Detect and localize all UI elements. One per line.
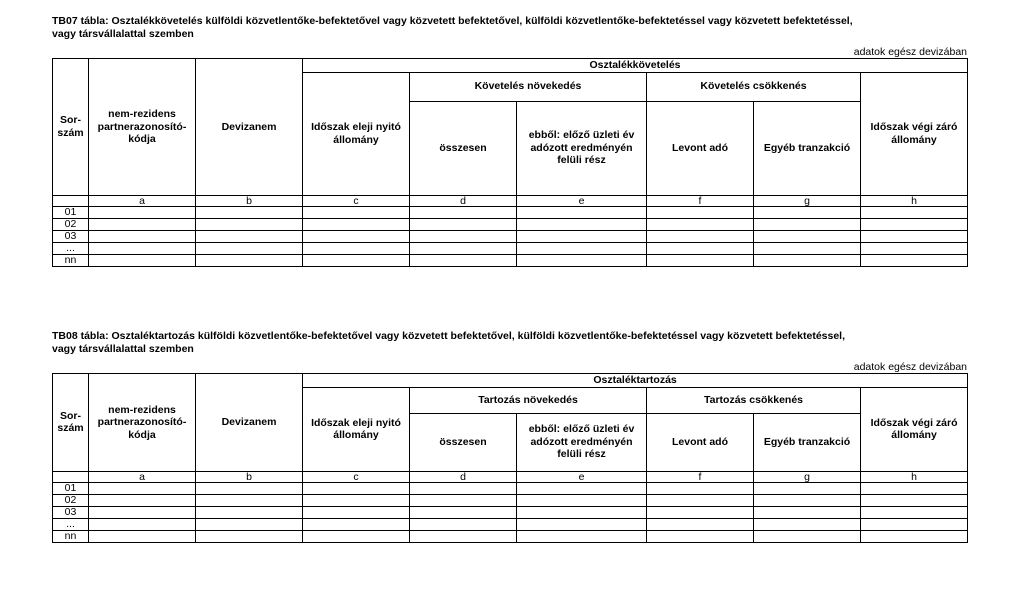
unit-note: adatok egész devizában: [853, 46, 967, 58]
column-letter: g: [754, 471, 861, 482]
unit-note: adatok egész devizában: [853, 361, 967, 373]
column-letter-row: [53, 195, 968, 206]
header-other-transaction: Egyéb tranzakció: [754, 101, 861, 195]
row-number: nn: [53, 254, 89, 266]
header-increase: Tartozás növekedés: [410, 387, 647, 413]
table-row: [53, 218, 968, 230]
header-opening-stock: Időszak eleji nyitó állomány: [303, 72, 410, 195]
column-letter: c: [303, 471, 410, 482]
table-section-tb07: [52, 15, 967, 267]
header-devizanem: Devizanem: [196, 59, 303, 196]
column-letter-row: [53, 471, 968, 482]
table-title-line1: TB07 tábla: Osztalékkövetelés külföldi közvetlentőke-befektetővel vagy közvetett befektetővel, külföldi közvetlentőke-befektetéssel vagy közvetett befektetéssel,: [52, 15, 853, 27]
table-title-line2: vagy társvállalattal szemben: [52, 343, 194, 355]
column-letter: d: [410, 471, 517, 482]
header-partner-code: nem-rezidens partnerazonosító-kódja: [89, 374, 196, 472]
column-letter: e: [517, 195, 647, 206]
header-decrease: Tartozás csökkenés: [647, 387, 861, 413]
column-letter: d: [410, 195, 517, 206]
header-increase: Követelés növekedés: [410, 72, 647, 101]
header-closing-stock: Időszak végi záró állomány: [861, 387, 968, 471]
header-group: Osztalékkövetelés: [303, 59, 968, 73]
table-row: [53, 242, 968, 254]
header-sorszam: Sor-szám: [53, 59, 89, 196]
column-letter: f: [647, 195, 754, 206]
table-row: [53, 506, 968, 518]
row-number: 03: [53, 230, 89, 242]
row-number: 01: [53, 206, 89, 218]
table-section-tb08: [52, 330, 967, 543]
header-decrease: Követelés csökkenés: [647, 72, 861, 101]
column-letter: a: [89, 195, 196, 206]
table-row: [53, 518, 968, 530]
header-sorszam: Sor-szám: [53, 374, 89, 472]
header-other-transaction: Egyéb tranzakció: [754, 413, 861, 471]
column-letter: f: [647, 471, 754, 482]
column-letter: h: [861, 195, 968, 206]
header-total: összesen: [410, 413, 517, 471]
row-number: 03: [53, 506, 89, 518]
table-title-line2: vagy társvállalattal szemben: [52, 28, 194, 40]
table-row: [53, 530, 968, 542]
column-letter: b: [196, 471, 303, 482]
table-row: [53, 206, 968, 218]
row-number: ...: [53, 242, 89, 254]
report-table: [52, 373, 968, 543]
table-title-line1: TB08 tábla: Osztaléktartozás külföldi közvetlentőke-befektetővel vagy közvetett befektetővel, külföldi közvetlentőke-befektetéssel vagy közvetett befektetéssel,: [52, 330, 846, 342]
column-letter: a: [89, 471, 196, 482]
row-number: 01: [53, 482, 89, 494]
column-letter: g: [754, 195, 861, 206]
table-row: [53, 254, 968, 266]
table-row: [53, 482, 968, 494]
header-tax-withheld: Levont adó: [647, 413, 754, 471]
row-number: 02: [53, 494, 89, 506]
column-letter: c: [303, 195, 410, 206]
table-row: [53, 230, 968, 242]
row-number: nn: [53, 530, 89, 542]
header-group: Osztaléktartozás: [303, 374, 968, 388]
header-of-which: ebből: előző üzleti év adózott eredményén felüli rész: [517, 101, 647, 195]
header-total: összesen: [410, 101, 517, 195]
column-letter: e: [517, 471, 647, 482]
row-number: 02: [53, 218, 89, 230]
row-number: ...: [53, 518, 89, 530]
column-letter: h: [861, 471, 968, 482]
header-devizanem: Devizanem: [196, 374, 303, 472]
header-partner-code: nem-rezidens partnerazonosító-kódja: [89, 59, 196, 196]
header-opening-stock: Időszak eleji nyitó állomány: [303, 387, 410, 471]
column-letter: b: [196, 195, 303, 206]
header-tax-withheld: Levont adó: [647, 101, 754, 195]
header-of-which: ebből: előző üzleti év adózott eredményén felüli rész: [517, 413, 647, 471]
report-table: [52, 58, 968, 267]
header-closing-stock: Időszak végi záró állomány: [861, 72, 968, 195]
table-row: [53, 494, 968, 506]
